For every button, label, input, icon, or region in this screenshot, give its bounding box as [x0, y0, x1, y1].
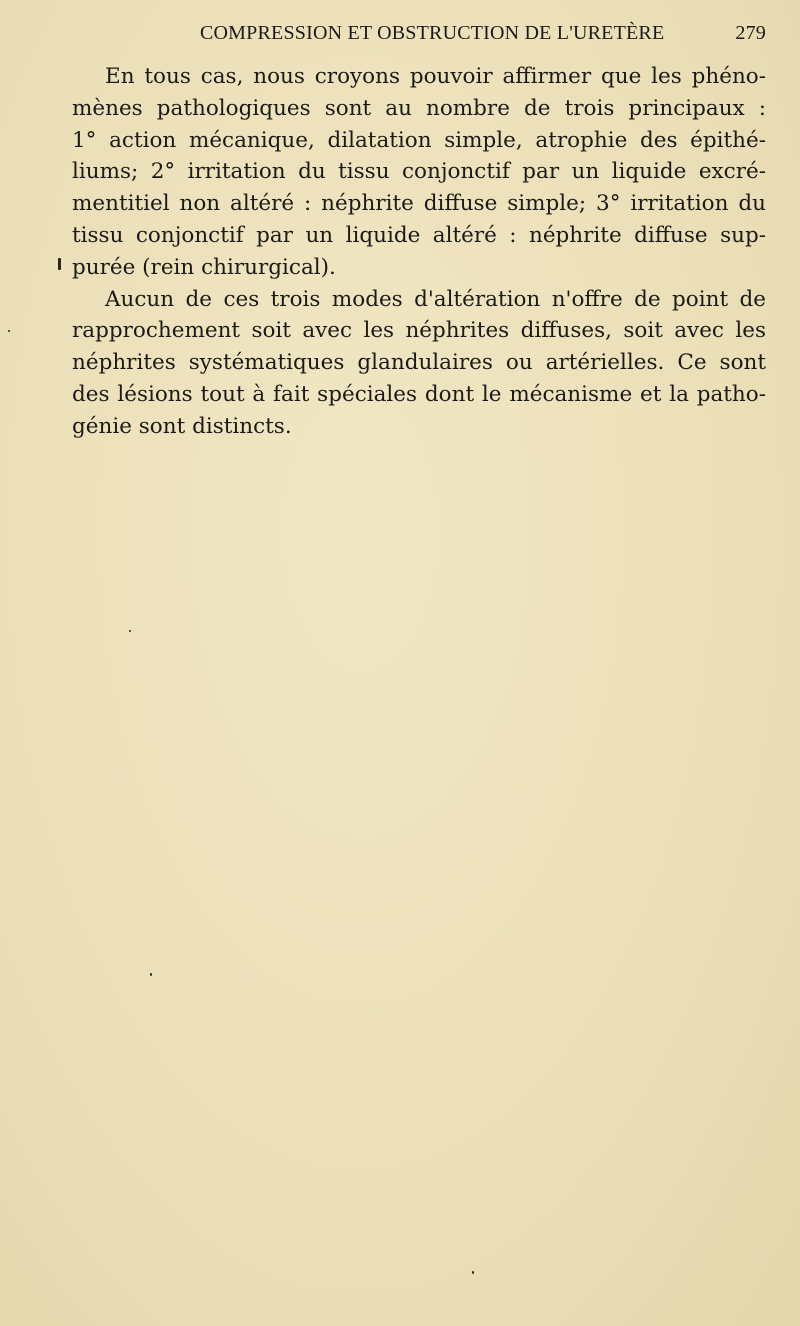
text-line: des lésions tout à fait spéciales dont le mécanisme et la patho- [72, 381, 766, 407]
text-line: néphrites systématiques glandulaires ou artérielles. Ce sont [72, 350, 766, 376]
text-line: liums; 2° irritation du tissu conjonctif par un liquide excré- [72, 159, 766, 185]
print-speck [8, 330, 10, 332]
print-speck [129, 630, 131, 632]
text-line: rapprochement soit avec les néphrites diffuses, soit avec les [72, 318, 766, 344]
text-line: mentitiel non altéré : néphrite diffuse simple; 3° irritation du [72, 191, 766, 217]
running-title: COMPRESSION ET OBSTRUCTION DE L'URETÈRE [200, 22, 665, 44]
text-line: génie sont distincts. [72, 413, 292, 439]
print-speck [58, 258, 61, 270]
print-speck [472, 1271, 474, 1274]
text-line: 1° action mécanique, dilatation simple, atrophie des épithé- [72, 127, 766, 153]
text-line: Aucun de ces trois modes d'altération n'offre de point de [105, 286, 766, 312]
text-line: tissu conjonctif par un liquide altéré : néphrite diffuse sup- [72, 222, 766, 248]
text-line: mènes pathologiques sont au nombre de trois principaux : [72, 95, 766, 121]
paragraph [72, 61, 766, 284]
running-head [200, 22, 766, 48]
paragraph [72, 284, 766, 443]
page-number: 279 [735, 22, 766, 44]
text-line: En tous cas, nous croyons pouvoir affirmer que les phéno- [105, 64, 766, 89]
body-text [72, 61, 766, 443]
print-speck [150, 973, 152, 976]
text-line: purée (rein chirurgical). [72, 254, 336, 280]
